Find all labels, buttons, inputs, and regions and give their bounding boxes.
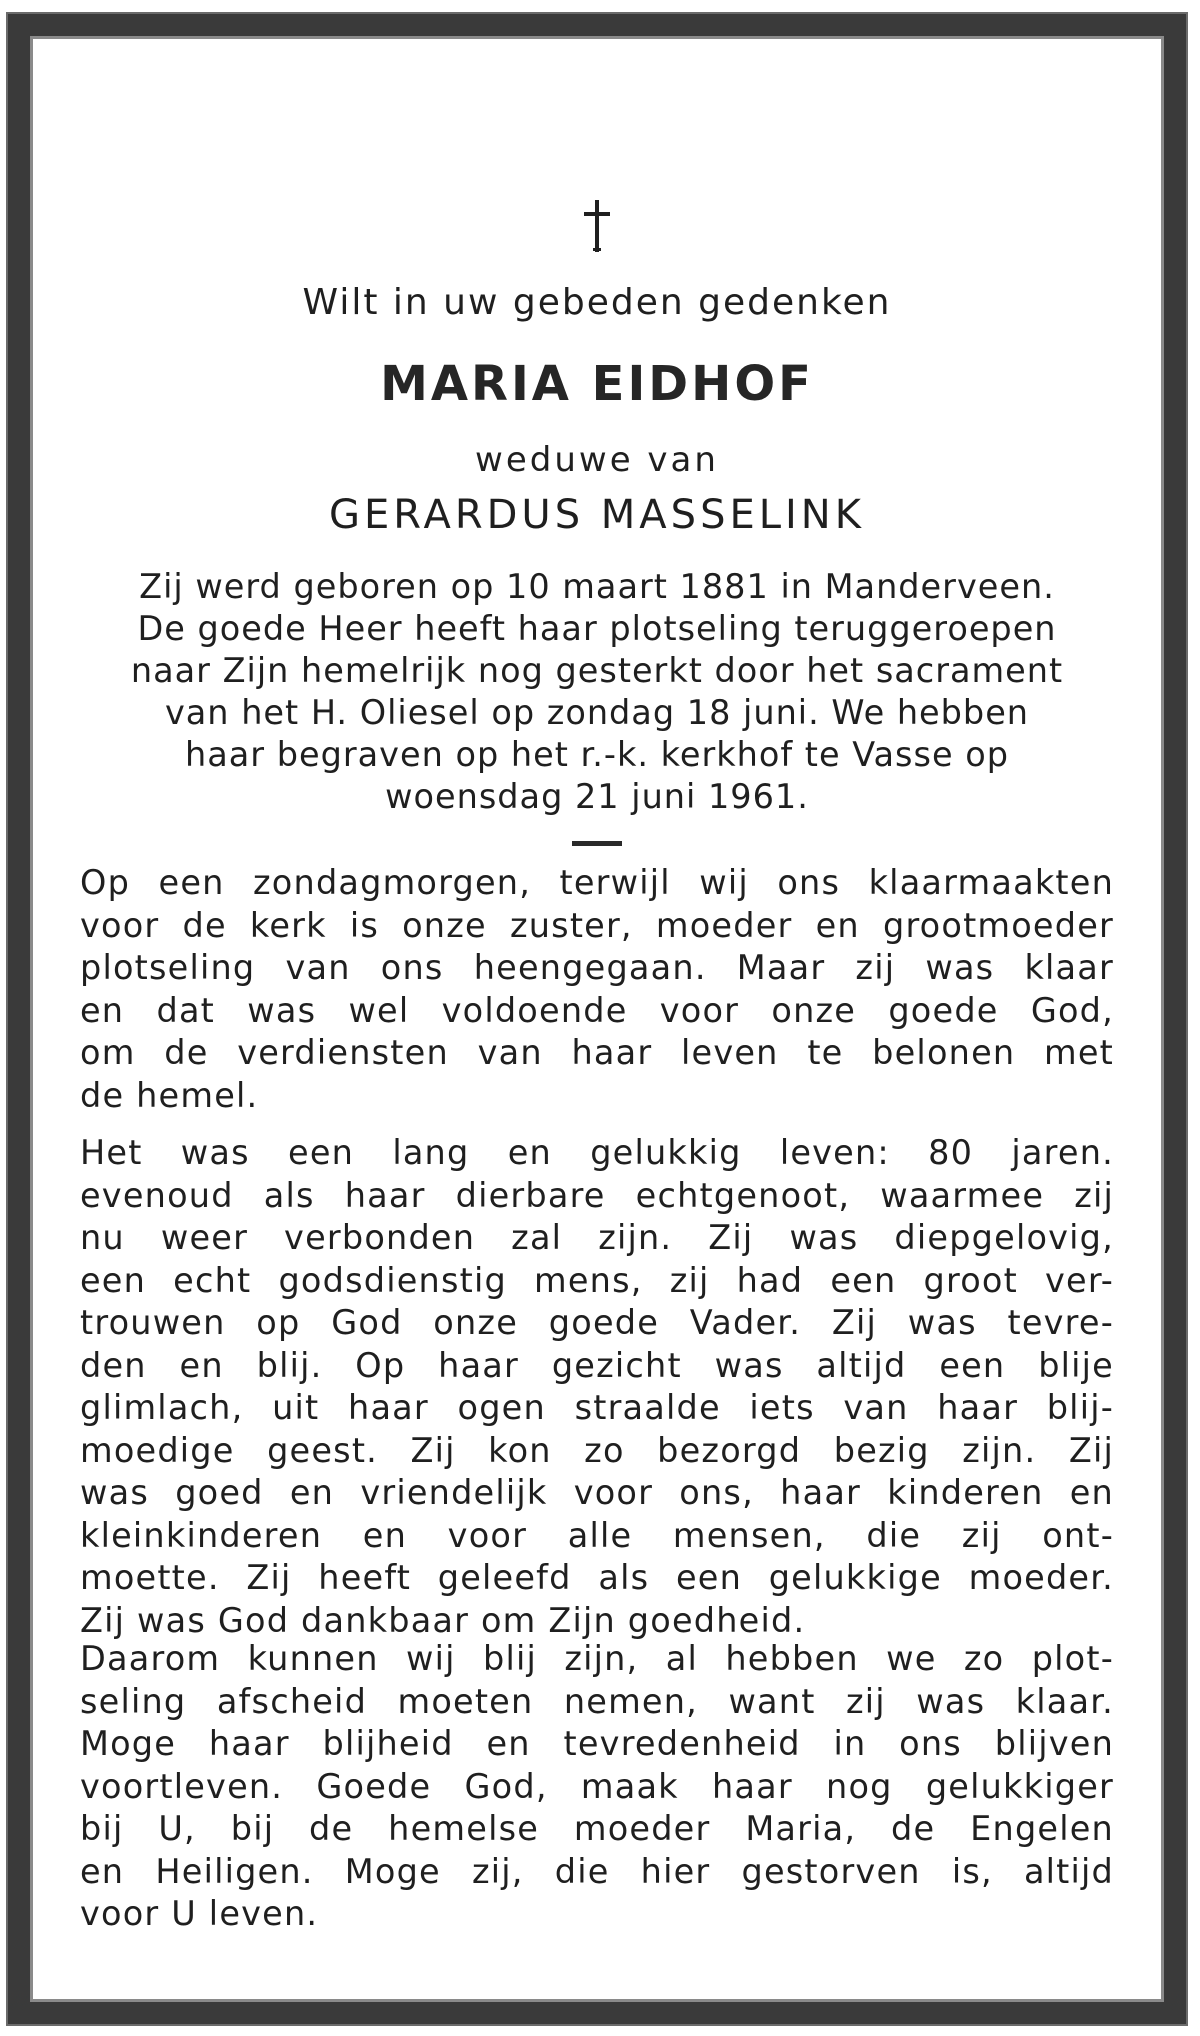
memorial-card [8, 14, 1186, 2024]
text-line: Het was een lang en gelukkig leven: 80 jaren. [80, 1133, 1114, 1172]
text-line: den en blij. Op haar gezicht was altijd een blije [80, 1345, 1114, 1385]
husband-name: GERARDUS MASSELINK [329, 492, 865, 538]
text-line: voortleven. Goede God, maak haar nog gelukkiger [80, 1766, 1114, 1806]
text-line: glimlach, uit haar ogen straalde iets van haar blij- [80, 1388, 1114, 1427]
text-line: kleinkinderen en voor alle mensen, die zij ont- [80, 1515, 1114, 1555]
bio-line: woensdag 21 juni 1961. [385, 777, 809, 816]
divider [572, 841, 622, 846]
text-line: Op een zondagmorgen, terwijl wij ons klaarmaakten [80, 863, 1114, 902]
deceased-name: MARIA EIDHOF [380, 356, 814, 412]
text-line: moette. Zij heeft geleefd als een gelukkige moeder. [80, 1558, 1114, 1597]
text-line: nu weer verbonden zal zijn. Zij was diepgelovig, [80, 1218, 1114, 1257]
bio-line: van het H. Oliesel op zondag 18 juni. We hebben [164, 693, 1030, 732]
text-line: voor U leven. [80, 1894, 319, 1933]
bio-line: haar begraven op het r.-k. kerkhof te Vasse op [185, 735, 1009, 774]
text-line: bij U, bij de hemelse moeder Maria, de Engelen [80, 1809, 1114, 1848]
paragraph-1 [80, 862, 1114, 1117]
intro-text: Wilt in uw gebeden gedenken [302, 282, 892, 323]
card-content [80, 36, 1114, 2002]
widow-of-text: weduwe van [475, 440, 719, 480]
text-line: en dat was wel voldoende voor onze goede God, [80, 990, 1114, 1030]
text-line: plotseling van ons heengegaan. Maar zij was klaar [80, 948, 1114, 987]
text-line: Daarom kunnen wij blij zijn, al hebben we zo plot- [80, 1639, 1114, 1678]
text-line: was goed en vriendelijk voor ons, haar kinderen en [80, 1473, 1114, 1512]
text-line: trouwen op God onze goede Vader. Zij was tevre- [80, 1303, 1114, 1342]
bio-line: Zij werd geboren op 10 maart 1881 in Manderveen. [139, 567, 1055, 606]
text-line: seling afscheid moeten nemen, want zij was klaar. [80, 1681, 1114, 1721]
text-line: een echt godsdienstig mens, zij had een groot ver- [80, 1260, 1114, 1300]
text-line: moedige geest. Zij kon zo bezorgd bezig zijn. Zij [80, 1430, 1114, 1470]
cross-icon-graphic [580, 198, 614, 254]
biography [80, 566, 1114, 818]
text-line: Moge haar blijheid en tevredenheid in ons blijven [80, 1724, 1114, 1763]
text-line: evenoud als haar dierbare echtgenoot, waarmee zij [80, 1175, 1114, 1215]
paragraph-2 [80, 1132, 1114, 1642]
paragraph-3 [80, 1638, 1114, 1936]
bio-line: naar Zijn hemelrijk nog gesterkt door het sacrament [130, 651, 1064, 690]
text-line: de hemel. [80, 1075, 259, 1115]
bio-line: De goede Heer heeft haar plotseling teruggeroepen [137, 609, 1057, 648]
cross-icon [80, 198, 1114, 258]
text-line: Zij was God dankbaar om Zijn goedheid. [80, 1600, 806, 1640]
text-line: voor de kerk is onze zuster, moeder en grootmoeder [80, 905, 1114, 945]
text-line: en Heiligen. Moge zij, die hier gestorven is, altijd [80, 1851, 1114, 1891]
text-line: om de verdiensten van haar leven te belonen met [80, 1033, 1114, 1072]
